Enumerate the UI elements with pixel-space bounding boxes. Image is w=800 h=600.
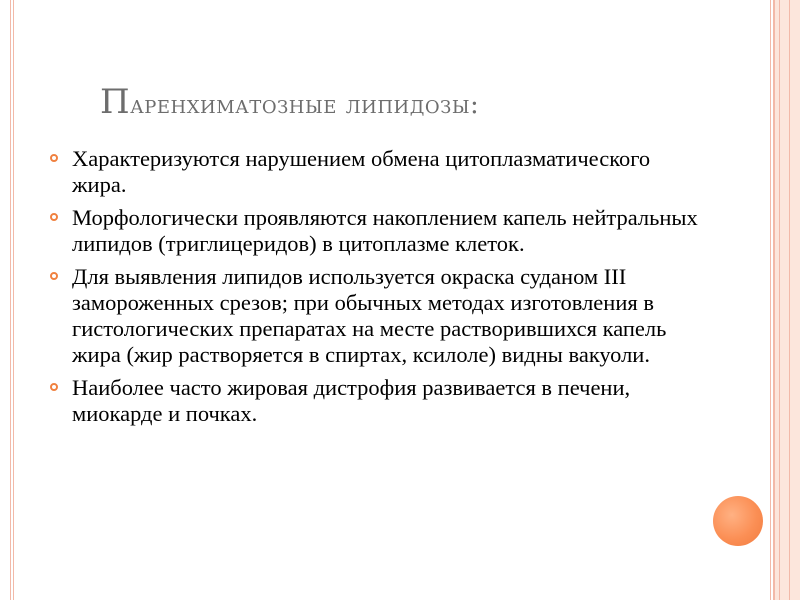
bullet-list [50, 146, 710, 434]
circle-bullet-icon [50, 154, 58, 162]
bullet-item [50, 205, 710, 257]
bullet-text: Наиболее часто жировая дистрофия развивается в печени, миокарде и почках. [72, 375, 631, 426]
bullet-text: Характеризуются нарушением обмена цитоплазматического жира. [72, 146, 651, 197]
bullet-text: Морфологически проявляются накоплением капель нейтральных липидов (триглицеридов) в цитоплазме клеток. [72, 205, 698, 256]
circle-bullet-icon [50, 272, 58, 280]
bullet-item [50, 146, 710, 198]
slide-title-initial: П [100, 82, 131, 122]
circle-bullet-icon [50, 213, 58, 221]
circle-bullet-icon [50, 383, 58, 391]
bullet-text: Для выявления липидов используется окраска суданом III замороженных срезов; при обычных методах изготовления в гистологических препаратах на месте растворившихся капель жира (жир растворяется в спиртах, ксилоле) видны вакуоли. [72, 264, 667, 367]
slide-title [100, 82, 720, 123]
slide-title-rest: аренхиматозные липидозы: [130, 90, 480, 120]
bullet-item [50, 375, 710, 427]
orange-orb-icon [713, 496, 763, 546]
right-decorative-band [774, 0, 800, 600]
bullet-item [50, 264, 710, 368]
